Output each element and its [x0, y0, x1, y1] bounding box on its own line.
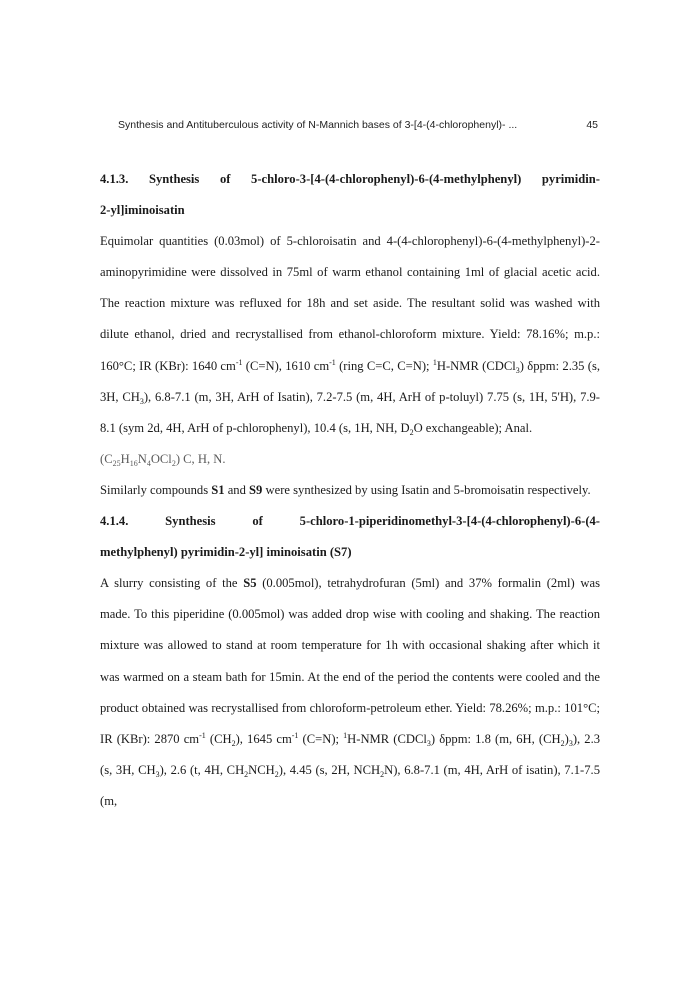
section-4-1-3-heading: 4.1.3. Synthesis of 5-chloro-3-[4-(4-chlorophenyl)-6-(4-methylphenyl) pyrimidin- [100, 172, 600, 186]
section-4-1-4-heading-cont: methylphenyl) pyrimidin-2-yl] iminoisatin (S7) [100, 545, 352, 560]
running-title: Synthesis and Antituberculous activity of N-Mannich bases of 3-[4-(4-chlorophenyl)- ... [118, 119, 518, 131]
section-4-1-4-paragraph: A slurry consisting of the S5 (0.005mol), tetrahydrofuran (5ml) and 37% formalin (2ml) was made. To this piperidine (0.005mol) was added drop wise with cooling and shaking. The reaction mixture was allowed to stand at room temperature for 1h with occasional shaking after which it was warmed on a steam bath for 15min. At the end of the period the contents were cooled and the product obtained was recrystallised from chloroform-petroleum ether. Yield: 78.26%; m.p.: 101°C; IR (KBr): 2870 $cm^{-1}$ $(CH_2)$, 1645 $cm^{-1}$ (C=N); $^1$H-NMR (CDCl$_3$) δppm: 1.8 (m, 6H, $(CH_2)_3$), 2.3 (s, 3H, $CH_3$), 2.6 (t, 4H, $CH_2NCH_2$), 4.45 (s, 2H, $NCH_2N$), 6.8-7.1 (m, 4H, ArH of isatin), 7.1-7.5 (m, [100, 576, 601, 808]
molecular-formula: $(C_{25}H_{16}N_4OCl_2)$ C, H, N. [100, 451, 226, 468]
similarly-paragraph: Similarly compounds S1 and S9 were synthesized by using Isatin and 5-bromoisatin respectively. [100, 482, 591, 497]
page-number: 45 [586, 119, 598, 131]
section-4-1-3-heading-cont: 2-yl]iminoisatin [100, 203, 185, 218]
body-text [100, 164, 600, 817]
running-header [118, 119, 598, 131]
section-4-1-3-paragraph: Equimolar quantities (0.03mol) of 5-chloroisatin and 4-(4-chlorophenyl)-6-(4-methylphenyl)-2-aminopyrimidine were dissolved in 75ml of warm ethanol containing 1ml of glacial acetic acid. The reaction mixture was refluxed for 18h and set aside. The resultant solid was washed with dilute ethanol, dried and recrystallised from ethanol-chloroform mixture. Yield: 78.16%; m.p.: 160°C; IR (KBr): 1640 $cm^{-1}$ (C=N), 1610 $cm^{-1}$ (ring C=C, C=N); $^1$H-NMR (CDCl$_3$) δppm: 2.35 (s, 3H, $CH_3$), 6.8-7.1 (m, 3H, ArH of Isatin), 7.2-7.5 (m, 4H, ArH of p-toluyl) 7.75 (s, 1H, 5'H), 7.9-8.1 (sym 2d, 4H, ArH of p-chlorophenyl), 10.4 (s, 1H, NH, $D_2O$ exchangeable); Anal. $(C_{25}H_{16}N_4OCl_2)$ C, H, N. [100, 234, 601, 468]
section-4-1-4-heading: 4.1.4. Synthesis of 5-chloro-1-piperidinomethyl-3-[4-(4-chlorophenyl)-6-(4- [100, 514, 600, 529]
